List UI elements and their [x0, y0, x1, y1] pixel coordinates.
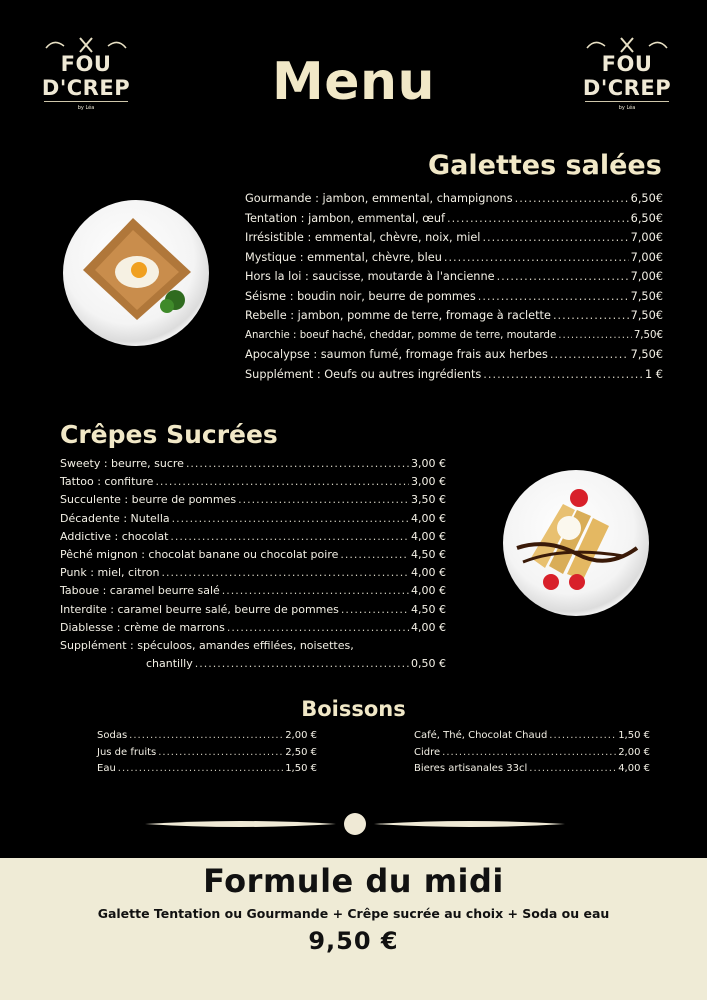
list-item: Sweety : beurre, sucre ..... 3,00 € [60, 455, 446, 473]
crepe-photo [503, 470, 649, 616]
list-item: Addictive : chocolat ..... 4,00 € [60, 528, 446, 546]
formule-price: 9,50 € [308, 927, 399, 955]
formule-title: Formule du midi [203, 862, 504, 900]
list-item: Tattoo : confiture ..... 3,00 € [60, 473, 446, 491]
list-item: Décadente : Nutella ..... 4,00 € [60, 510, 446, 528]
list-item: Café, Thé, Chocolat Chaud ..... 1,50 € [414, 728, 650, 745]
section-title-crepes: Crêpes Sucrées [60, 420, 278, 449]
list-item: Hors la loi : saucisse, moutarde à l'ancienne ..... 7,00€ [245, 267, 663, 287]
list-item: Mystique : emmental, chèvre, bleu ..... 7,00€ [245, 248, 663, 268]
list-item: Tentation : jambon, emmental, œuf ..... 6,50€ [245, 209, 663, 229]
list-item: Apocalypse : saumon fumé, fromage frais aux herbes ..... 7,50€ [245, 345, 663, 365]
galettes-list [245, 189, 663, 384]
crepes-list [60, 455, 446, 673]
logo-sub: by Léa [618, 105, 636, 111]
drinks-left-list [97, 728, 317, 778]
page-title: Menu [271, 52, 436, 112]
list-item: Interdite : caramel beurre salé, beurre de pommes ..... 4,50 € [60, 601, 446, 619]
logo-sub: by Léa [77, 105, 95, 111]
drinks-right-list [414, 728, 650, 778]
list-item: Eau ..... 1,50 € [97, 761, 317, 778]
list-item: Irrésistible : emmental, chèvre, noix, miel ..... 7,00€ [245, 228, 663, 248]
list-item: Anarchie : boeuf haché, cheddar, pomme de terre, moutarde ..... 7,50€ [245, 326, 663, 346]
list-item: Gourmande : jambon, emmental, champignons ..... 6,50€ [245, 189, 663, 209]
list-item: Rebelle : jambon, pomme de terre, fromage à raclette ..... 7,50€ [245, 306, 663, 326]
list-item: Diablesse : crème de marrons ..... 4,00 € [60, 619, 446, 637]
galette-photo [63, 200, 209, 346]
list-item: Taboue : caramel beurre salé ..... 4,00 € [60, 582, 446, 600]
formule-description: Galette Tentation ou Gourmande + Crêpe sucrée au choix + Soda ou eau [97, 906, 610, 921]
list-item: Cidre ..... 2,00 € [414, 745, 650, 762]
list-item: chantilly ..... 0,50 € [60, 655, 446, 673]
list-item: Succulente : beurre de pommes ..... 3,50 € [60, 491, 446, 509]
list-item-supplement: Supplément : spéculoos, amandes effilées, noisettes, [60, 639, 354, 653]
logo-brand: FOU D'CREP [582, 52, 672, 100]
logo-brand: FOU D'CREP [41, 52, 131, 100]
list-item: Jus de fruits ..... 2,50 € [97, 745, 317, 762]
list-item: Séisme : boudin noir, beurre de pommes ..... 7,50€ [245, 287, 663, 307]
formule-banner [0, 858, 707, 1000]
list-item: Sodas ..... 2,00 € [97, 728, 317, 745]
list-item: Pêché mignon : chocolat banane ou chocolat poire ..... 4,50 € [60, 546, 446, 564]
list-item: Supplément : Oeufs ou autres ingrédients ..... 1 € [245, 365, 663, 385]
section-title-boissons: Boissons [301, 697, 406, 721]
section-title-galettes: Galettes salées [428, 150, 662, 181]
list-item: Punk : miel, citron ..... 4,00 € [60, 564, 446, 582]
divider-ornament [140, 812, 570, 836]
list-item: Bieres artisanales 33cl ..... 4,00 € [414, 761, 650, 778]
